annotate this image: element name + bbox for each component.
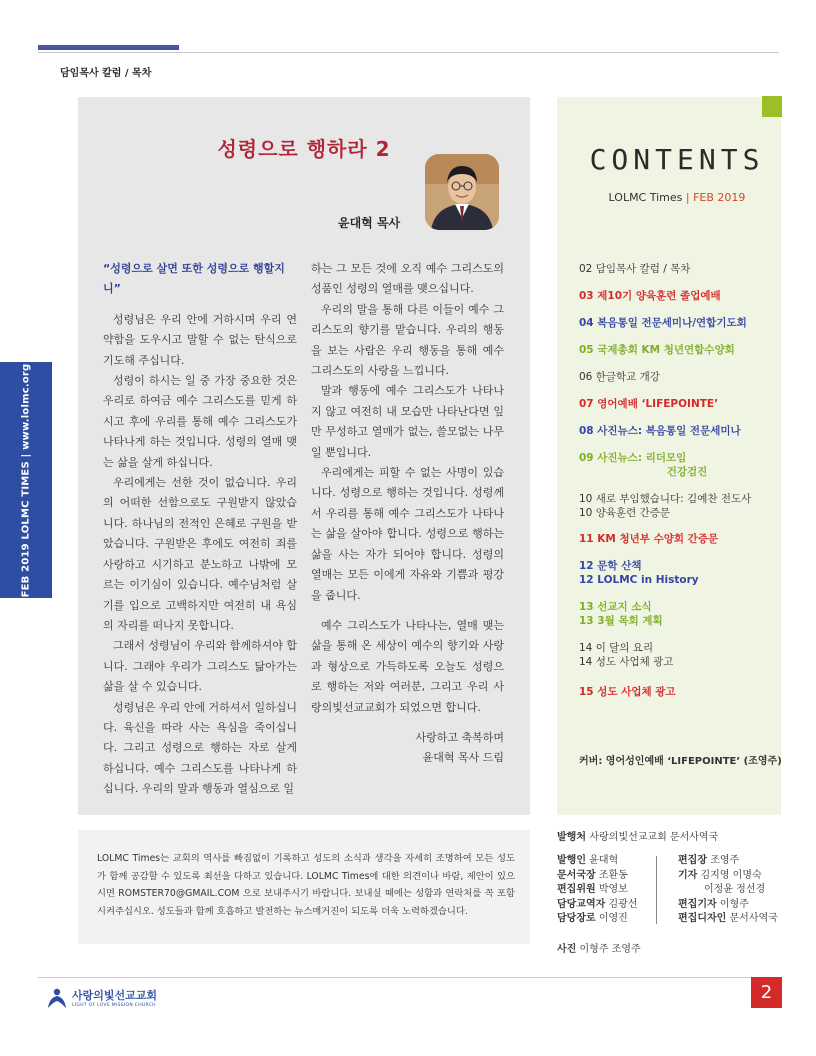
footer-rule <box>38 977 779 978</box>
staff-entry: 기자 김지영 이명숙 <box>678 869 762 881</box>
staff-entry: 편집장 조영주 <box>678 855 740 866</box>
toc-item[interactable]: 09 사진뉴스: 리더모임 건강검진 <box>579 452 708 478</box>
toc-item[interactable]: 13 선교지 소식 13 3월 목회 계획 <box>579 601 663 627</box>
photo-credit <box>557 940 641 955</box>
toc-item[interactable]: 08 사진뉴스: 복음통일 전문세미나 <box>579 425 741 437</box>
toc-item[interactable]: 04 복음통일 전문세미나/연합기도회 <box>579 317 747 329</box>
article-paragraph: 하는 그 모든 것에 오직 예수 그리스도의 성품인 성령의 열매를 맺으십니다. <box>311 262 504 296</box>
publisher-label: 발행처 <box>557 832 586 843</box>
article-title: 성령으로 행하라 2 <box>217 137 391 161</box>
article-quote: “성령으로 살면 또한 성령으로 행할지니” <box>103 262 285 296</box>
toc-item[interactable]: 02 담임목사 칼럼 / 목차 <box>579 263 691 275</box>
section-label: 담임목사 칼럼 / 목차 <box>60 68 152 79</box>
article-closing: 사랑하고 축복하며 <box>415 730 504 744</box>
article-signature: 윤대혁 목사 드림 <box>422 751 504 765</box>
staff-divider <box>656 856 657 924</box>
issue-date: FEB 2019 <box>693 191 746 204</box>
toc-item[interactable]: 15 성도 사업체 광고 <box>579 686 676 698</box>
publisher-line <box>557 828 718 843</box>
staff-entry: 문서국장 조환동 <box>557 869 628 881</box>
photo-names: 이형주 조영주 <box>579 944 641 955</box>
church-logo-text: 사랑의빛선교교회 <box>72 989 158 1002</box>
header-accent-bar <box>38 45 179 50</box>
article-paragraph: 성령이 하시는 일 중 가장 중요한 것은 우리로 하여금 예수 그리스도를 믿게 하시고 후에 우리를 통해 예수 그리스도가 나타나게 하는 것입니다. 성령의 열매 맺는 삶을 살게 하십니다. <box>103 374 297 469</box>
staff-entry: 편집위원 박영보 <box>557 884 628 896</box>
header-rule <box>38 52 779 53</box>
toc-item[interactable]: 12 문학 산책 12 LOLMC in History <box>579 560 699 586</box>
side-tab-text-wrap <box>0 362 52 598</box>
toc-item[interactable]: 05 국제총회 KM 청년연합수양회 <box>579 344 735 356</box>
contents-accent-square <box>762 96 782 117</box>
article-paragraph: 성령님은 우리 안에 거하시며 우리 연약함을 도우시고 말할 수 없는 탄식으로 기도해 주십니다. <box>103 312 297 367</box>
article-paragraph: 우리에게는 선한 것이 없습니다. 우리의 어떠한 선함으로도 구원받지 않았습니다. 하나님의 전적인 은혜로 구원을 받았습니다. 구원받은 후에도 여전히 죄를 사랑하고 시기하고 분노하고 나밖에 모르는 이기심이 있습니다. 예수님처럼 살기를 입으로 고백하지만 여전히 내 욕심의 자리를 떠나지 못합니다. <box>103 476 297 632</box>
photo-label: 사진 <box>557 944 577 955</box>
article-author: 윤대혁 목사 <box>338 216 401 230</box>
toc-item[interactable]: 11 KM 청년부 수양회 간증문 <box>579 533 719 545</box>
staff-entry: 이정윤 정선경 <box>704 884 766 896</box>
article-paragraph: 우리에게는 피할 수 없는 사명이 있습니다. 성령으로 행하는 것입니다. 성령께서 우리를 통해 예수 그리스도가 나타나는 삶을 살아야 합니다. 성령으로 행하는 삶을 사는 자가 되어야 합니다. 성령의 열매는 모든 이에게 자유와 기쁨과 평강을 줍니다. <box>311 466 504 602</box>
staff-entry: 편집기자 이형주 <box>678 898 749 910</box>
page-number: 2 <box>751 977 782 1008</box>
notice-text: LOLMC Times는 교회의 역사를 빠짐없이 기록하고 성도의 소식과 생각을 자세히 조명하여 모든 성도가 함께 공감할 수 있도록 최선을 다하고 있습니다. LOLMC Times에 대한 의견이나 바람, 제안이 있으시면 ROMSTER70@GMAIL.COM 으로 보내주시기 바랍니다. 보내실 때에는 성함과 연락처를 꼭 포함시켜주십시오. 성도들과 함께 호흡하고 발전하는 뉴스매거진이 되도록 더욱 노력하겠습니다. <box>97 853 515 917</box>
subtitle-separator: | <box>685 191 690 204</box>
author-portrait <box>425 154 499 230</box>
article-paragraph: 성령님은 우리 안에 거하셔서 일하십니다. 육신을 따라 사는 욕심을 죽이십니다. 그리고 성령으로 행하는 자로 살게 하십니다. 예수 그리스도를 나타나게 하십니다. 우리의 말과 행동과 열심으로 일 <box>103 700 298 796</box>
cover-credit: 커버: 영어성인예배 ‘LIFEPOINTE’ (조영주) <box>579 756 782 767</box>
staff-list-right <box>678 854 778 927</box>
staff-entry: 담당장로 이영진 <box>557 913 628 925</box>
toc-item[interactable]: 06 한글학교 개강 <box>579 371 660 383</box>
contents-title: CONTENTS <box>589 143 765 176</box>
publisher-name: 사랑의빛선교교회 문서사역국 <box>589 832 719 843</box>
side-tab-text: FEB 2019 LOLMC TIMES | www.lolmc.org <box>20 363 32 597</box>
toc-item[interactable]: 14 이 달의 요리 14 성도 사업체 광고 <box>579 642 674 668</box>
toc-item[interactable]: 10 새로 부임했습니다: 김예찬 전도사 10 양육훈련 간증문 <box>579 493 752 519</box>
toc-item[interactable]: 07 영어예배 ‘LIFEPOINTE’ <box>579 398 719 410</box>
church-logo-icon <box>47 987 67 1009</box>
publication-name: LOLMC Times <box>608 191 683 204</box>
church-logo-subtext: LIGHT OF LOVE MISSION CHURCH <box>72 1003 156 1008</box>
article-paragraph: 말과 행동에 예수 그리스도가 나타나지 않고 여전히 내 모습만 나타난다면 잎만 무성하고 열매가 없는, 쓸모없는 나무일 뿐입니다. <box>311 384 504 459</box>
staff-list-left <box>557 854 637 927</box>
article-paragraph: 그래서 성령님이 우리와 함께하셔야 합니다. 그래야 우리가 그리스도 닮아가는 삶을 살 수 있습니다. <box>103 639 298 694</box>
article-right-column <box>311 259 504 769</box>
article-paragraph: 우리의 말을 통해 다른 이들이 예수 그리스도의 향기를 맡습니다. 우리의 행동을 보는 사람은 우리 행동을 통해 예수 그리스도의 사랑을 느낍니다. <box>311 302 504 378</box>
article-left-column <box>103 259 297 800</box>
article-paragraph: 예수 그리스도가 나타나는, 열매 맺는 삶을 통해 온 세상이 예수의 향기와 사랑과 형상으로 가득하도록 오늘도 성령으로 행하는 저와 여러분, 그리고 우리 사랑의빛선교교회가 되었으면 합니다. <box>311 618 504 714</box>
toc-item[interactable]: 03 제10기 양육훈련 졸업예배 <box>579 290 721 302</box>
staff-entry: 발행인 윤대혁 <box>557 855 619 866</box>
contents-subtitle <box>557 191 797 204</box>
staff-entry: 편집디자인 문서사역국 <box>678 913 778 925</box>
staff-entry: 담당교역자 김광선 <box>557 898 638 910</box>
